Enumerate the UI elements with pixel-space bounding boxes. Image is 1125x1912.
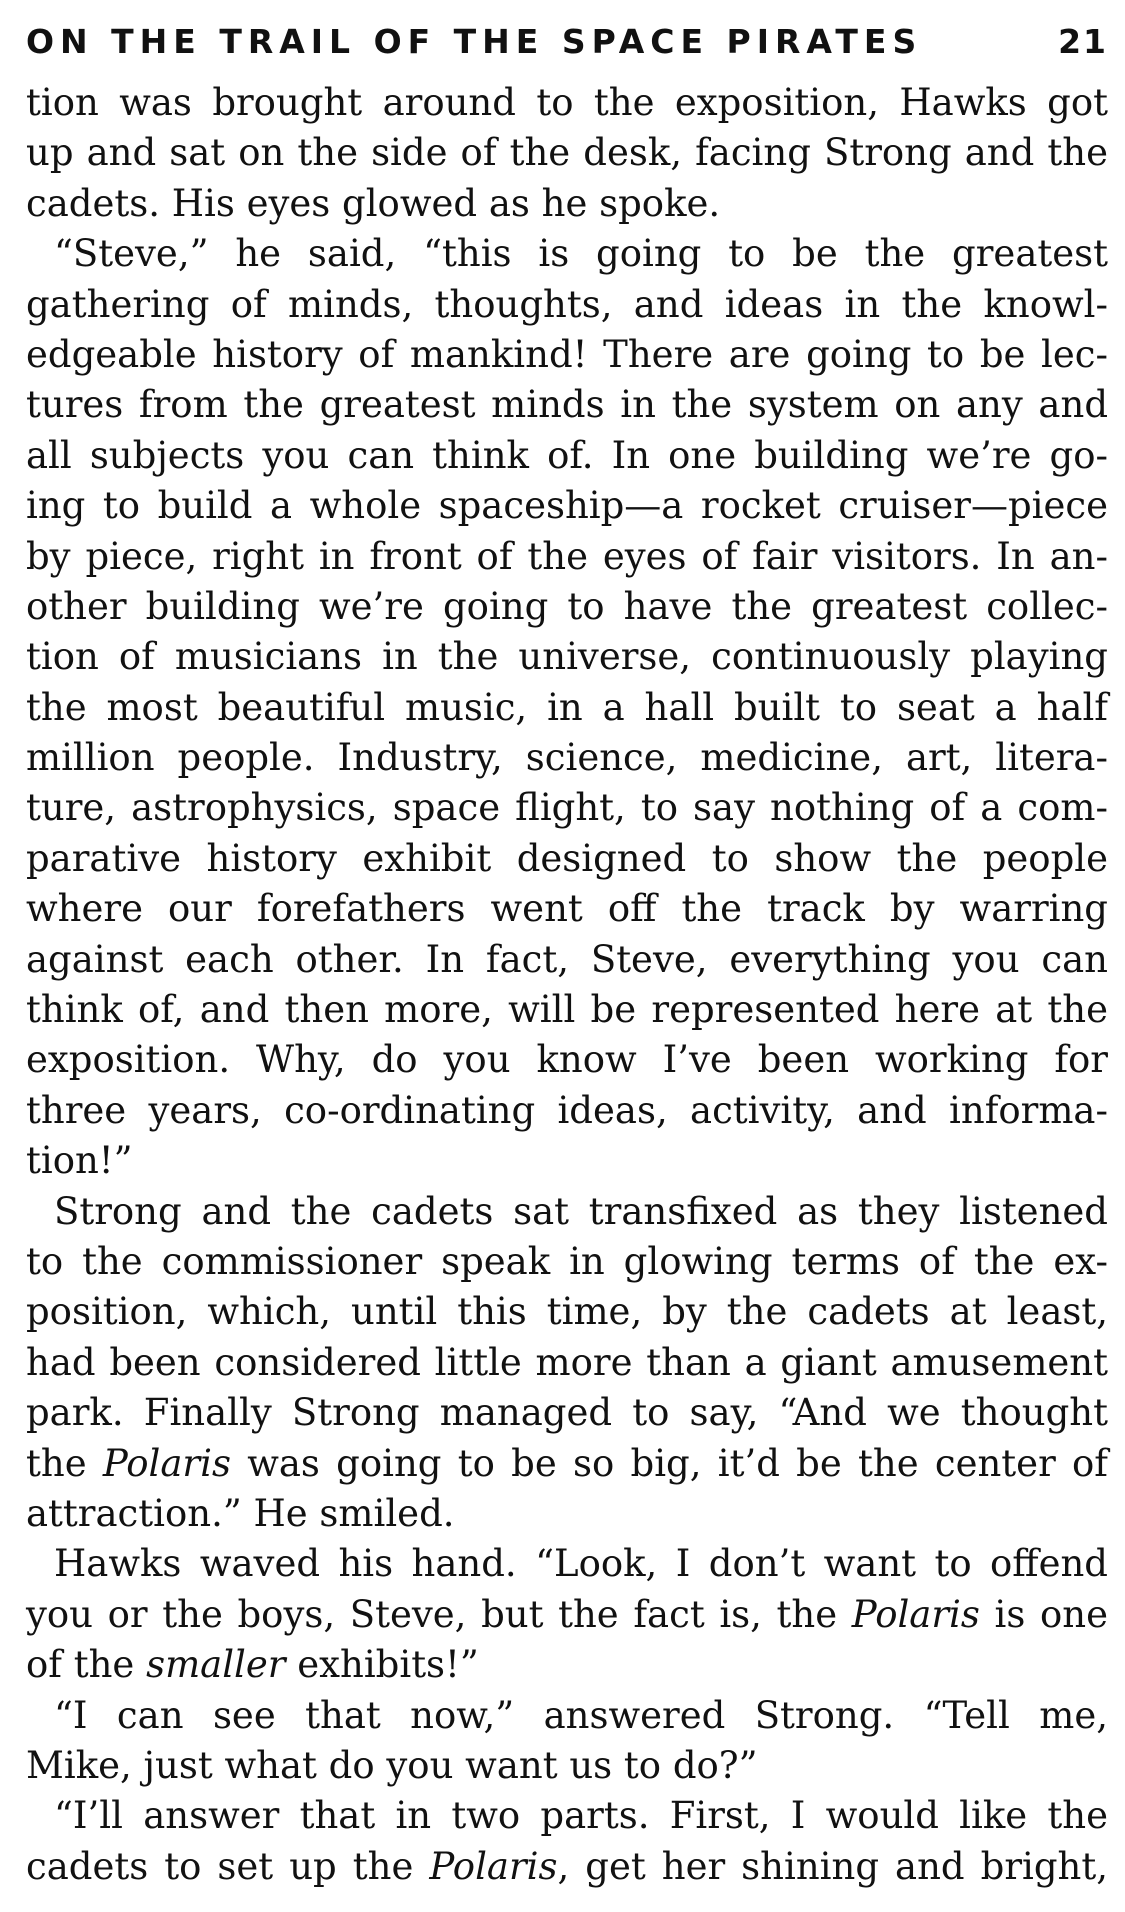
running-head-title: ON THE TRAIL OF THE SPACE PIRATES [26,22,923,61]
text-line: tion was brought around to the exposition, Hawks got [26,81,1108,124]
text-line [26,1640,1108,1690]
text-line: gathering of minds, thoughts, and ideas in the knowl- [26,282,1108,326]
italic-title-polaris: Polaris [102,1441,231,1485]
text-line: ing to build a whole spaceship—a rocket cruiser—piece [26,484,1108,528]
text-line: tion of musicians in the universe, continuously playing [26,635,1108,679]
italic-word-smaller: smaller [146,1643,286,1687]
text-line: where our forefathers went off the track by warring [26,887,1108,931]
text-line: had been considered little more than a giant amusement [26,1340,1108,1384]
text-line: three years, co-ordinating ideas, activity, and informa- [26,1088,1108,1132]
text-line: tures from the greatest minds in the system on any and [26,383,1108,427]
text-line: “I can see that now,” answered Strong. “Tell me, [54,1693,1108,1737]
text-line: edgeable history of mankind! There are going to be lec- [26,332,1108,376]
running-head [26,14,1108,70]
body-text [26,78,1108,1892]
text-line: ture, astrophysics, space flight, to say nothing of a com- [26,786,1108,830]
text-line: million people. Industry, science, medicine, art, litera- [26,736,1108,780]
text-line: think of, and then more, will be represented here at the [26,988,1108,1032]
page-number: 21 [1058,22,1108,61]
text-line: other building we’re going to have the greatest collec- [26,584,1108,628]
text-line: park. Finally Strong managed to say, “And we thought [26,1391,1108,1435]
text-line: tion!” [26,1139,133,1183]
text-run: the [26,1441,103,1485]
text-line: up and sat on the side of the desk, facing Strong and the [26,131,1108,175]
text-line: “I’ll answer that in two parts. First, I would like the [54,1794,1108,1838]
text-line: cadets. His eyes glowed as he spoke. [26,181,721,225]
text-line: parative history exhibit designed to show the people [26,836,1108,880]
italic-title-polaris: Polaris [429,1844,558,1888]
text-line: all subjects you can think of. In one building we’re go- [26,433,1108,477]
text-line: Strong and the cadets sat transfixed as they listened [54,1189,1108,1233]
italic-title-polaris: Polaris [851,1592,980,1636]
text-line [26,1439,1108,1489]
text-line: position, which, until this time, by the cadets at least, [26,1290,1108,1334]
text-line [26,1590,1108,1640]
text-line: the most beautiful music, in a hall built to seat a half [26,685,1108,729]
text-run: was going to be so big, it’d be the center of [230,1441,1108,1485]
text-line: by piece, right in front of the eyes of fair visitors. In an- [26,534,1108,578]
text-run: of the [26,1643,147,1687]
text-line: attraction.” He smiled. [26,1491,455,1535]
text-run: you or the boys, Steve, but the fact is, the [26,1592,852,1636]
text-run: exhibits!” [285,1643,479,1687]
text-line [26,1842,1108,1892]
text-line: to the commissioner speak in glowing terms of the ex- [26,1239,1108,1283]
text-line: “Steve,” he said, “this is going to be the greatest [54,232,1108,276]
text-run: is one [979,1592,1108,1636]
text-line: Mike, just what do you want us to do?” [26,1743,758,1787]
text-run: , get her shining and bright, [557,1844,1108,1888]
text-line: Hawks waved his hand. “Look, I don’t want to offend [54,1542,1108,1586]
text-run: cadets to set up the [26,1844,430,1888]
text-line: exposition. Why, do you know I’ve been working for [26,1038,1108,1082]
text-line: against each other. In fact, Steve, everything you can [26,937,1108,981]
